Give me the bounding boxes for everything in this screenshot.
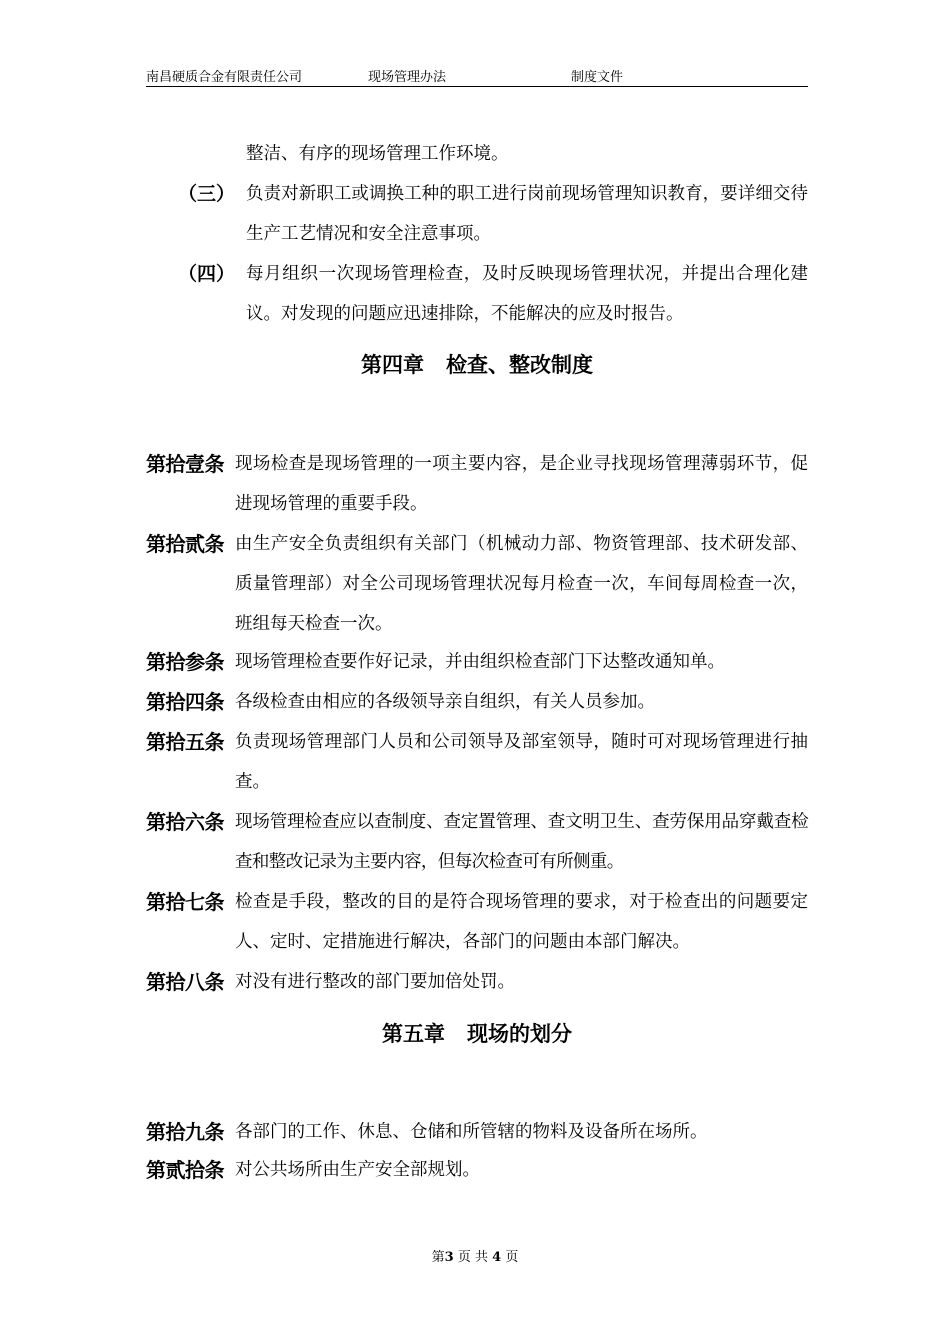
article-label: 第拾九条 [146,1120,224,1144]
article-label: 第拾四条 [146,690,224,714]
continuation-text: 整洁、有序的现场管理工作环境。 [246,144,509,164]
footer-current-page: 3 [444,1250,454,1265]
chapter-heading [146,1018,808,1048]
article [146,1150,808,1190]
page-header [146,64,808,87]
item-text: 负责对新职工或调换工种的职工进行岗前现场管理知识教育，要详细交待生产工艺情况和安全注意事项。 [246,184,808,244]
article-label: 第拾六条 [146,810,224,834]
article-label: 第拾参条 [146,650,224,674]
header-company: 南昌硬质合金有限责任公司 [146,70,303,85]
page-footer [0,1246,950,1265]
article [146,722,808,802]
article-label: 第拾八条 [146,970,224,994]
article-text: 对没有进行整改的部门要加倍处罚。 [235,972,515,992]
article [146,524,808,644]
item-number: （三） [178,183,236,205]
footer-middle: 页 共 [457,1250,488,1265]
list-item [146,174,808,254]
article-text: 负责现场管理部门人员和公司领导及部室领导，随时可对现场管理进行抽查。 [235,732,808,792]
chapter-heading [146,349,808,379]
article-label: 第拾贰条 [146,532,224,556]
article-text: 对公共场所由生产安全部规划。 [235,1160,480,1180]
list-item [146,254,808,334]
article-text: 由生产安全负责组织有关部门（机械动力部、物资管理部、技术研发部、质量管理部）对全公司现场管理状况每月检查一次，车间每周检查一次，班组每天检查一次。 [235,534,808,634]
article-text: 现场检查是现场管理的一项主要内容，是企业寻找现场管理薄弱环节，促进现场管理的重要手段。 [235,454,808,514]
footer-total-pages: 4 [492,1250,502,1265]
article [146,802,808,882]
article-label: 第拾壹条 [146,452,224,476]
article-text: 现场管理检查应以查制度、查定置管理、查文明卫生、查劳保用品穿戴查检查和整改记录为主要内容，但每次检查可有所侧重。 [235,812,808,872]
header-doc-type: 制度文件 [571,70,624,85]
item-text: 每月组织一次现场管理检查，及时反映现场管理状况，并提出合理化建议。对发现的问题应迅速排除，不能解决的应及时报告。 [246,264,808,324]
item-number: （四） [178,263,236,285]
article-text: 各级检查由相应的各级领导亲自组织，有关人员参加。 [235,692,655,712]
article-label: 第拾七条 [146,890,224,914]
article [146,882,808,962]
chapter-number: 第四章 [361,353,424,377]
chapter-number: 第五章 [382,1022,445,1046]
header-title: 现场管理办法 [368,70,447,85]
article-text: 各部门的工作、休息、仓储和所管辖的物料及设备所在场所。 [235,1122,708,1142]
article-text: 现场管理检查要作好记录，并由组织检查部门下达整改通知单。 [235,652,725,672]
article-label: 第拾五条 [146,730,224,754]
chapter-title: 检查、整改制度 [446,353,593,377]
article-label: 第贰拾条 [146,1158,224,1182]
chapter-title: 现场的划分 [467,1022,572,1046]
article [146,962,808,1002]
article-text: 检查是手段，整改的目的是符合现场管理的要求，对于检查出的问题要定人、定时、定措施进行解决，各部门的问题由本部门解决。 [235,892,808,952]
article [146,642,808,682]
article [146,1112,808,1152]
footer-suffix: 页 [505,1250,519,1265]
article [146,444,808,524]
footer-prefix: 第 [431,1250,445,1265]
article [146,682,808,722]
